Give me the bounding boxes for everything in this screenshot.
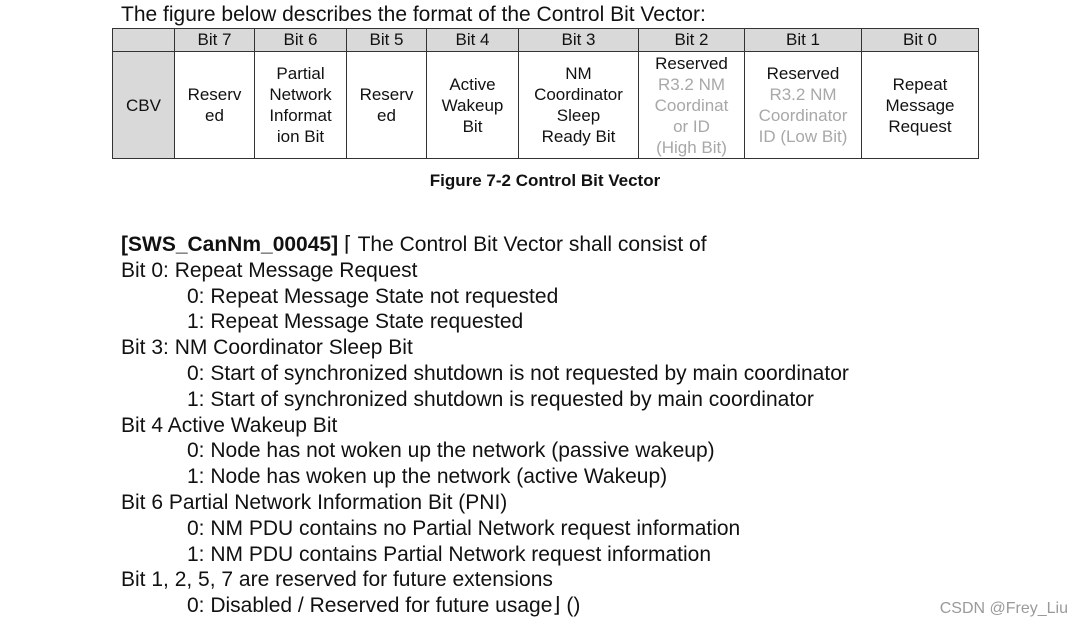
cell-bit-3 xyxy=(519,52,639,159)
requirement-value-line: 1: NM PDU contains Partial Network request information xyxy=(187,542,712,566)
header-bit-3: Bit 3 xyxy=(519,29,639,52)
table-row xyxy=(113,52,979,159)
cell-bit-1-legacy-text: R3.2 NM Coordinator ID (Low Bit) xyxy=(758,85,848,146)
header-bit-2: Bit 2 xyxy=(639,29,745,52)
header-bit-4: Bit 4 xyxy=(427,29,519,52)
requirement-bit-line: Bit 0: Repeat Message Request xyxy=(121,258,418,282)
requirement-id: [SWS_CanNm_00045] xyxy=(121,233,339,256)
cell-bit-6 xyxy=(255,52,347,159)
header-bit-6: Bit 6 xyxy=(255,29,347,52)
header-bit-0: Bit 0 xyxy=(862,29,979,52)
requirement-bit-line: Bit 3: NM Coordinator Sleep Bit xyxy=(121,336,413,360)
requirement-value-line: 0: Repeat Message State not requested xyxy=(187,284,559,308)
requirement-value-line: 1: Repeat Message State requested xyxy=(187,310,524,334)
cell-bit-6-text: Partial Network Informat ion Bit xyxy=(269,64,332,146)
requirement-value-line: 0: Disabled / Reserved for future usage⌋ () xyxy=(187,594,581,618)
cell-bit-4 xyxy=(427,52,519,159)
requirement-value-line: 1: Start of synchronized shutdown is requested by main coordinator xyxy=(187,387,814,411)
cell-bit-7-text: Reserv ed xyxy=(187,85,242,125)
intro-text: The figure below describes the format of the Control Bit Vector: xyxy=(121,3,706,26)
row-label-cbv: CBV xyxy=(113,52,175,159)
header-bit-5: Bit 5 xyxy=(347,29,427,52)
watermark-text: CSDN @Frey_Liu xyxy=(939,600,1068,617)
header-bit-7: Bit 7 xyxy=(175,29,255,52)
cell-bit-0-text: Repeat Message Request xyxy=(885,74,955,136)
requirement-block xyxy=(121,232,849,619)
requirement-bit-line: Bit 4 Active Wakeup Bit xyxy=(121,413,338,437)
control-bit-vector-table xyxy=(112,28,979,159)
table-header-row xyxy=(113,29,979,52)
requirement-lines xyxy=(121,258,849,619)
requirement-header xyxy=(121,232,849,258)
requirement-bit-line: Bit 6 Partial Network Information Bit (PNI) xyxy=(121,490,508,514)
requirement-value-line: 1: Node has woken up the network (active Wakeup) xyxy=(187,465,668,489)
cell-bit-2-legacy-text: R3.2 NM Coordinat or ID (High Bit) xyxy=(654,74,729,157)
cell-bit-2 xyxy=(639,52,745,159)
requirement-intro: ⌈ The Control Bit Vector shall consist of xyxy=(338,233,707,256)
requirement-value-line: 0: Node has not woken up the network (passive wakeup) xyxy=(187,439,715,463)
cell-bit-1-text: Reserved xyxy=(766,64,840,83)
cell-bit-5 xyxy=(347,52,427,159)
cell-bit-7 xyxy=(175,52,255,159)
requirement-value-line: 0: NM PDU contains no Partial Network request information xyxy=(187,516,741,540)
cell-bit-3-text: NM Coordinator Sleep Ready Bit xyxy=(534,64,623,146)
cell-bit-1 xyxy=(745,52,862,159)
cell-bit-4-text: Active Wakeup Bit xyxy=(441,74,504,136)
table-corner-cell xyxy=(113,29,175,52)
cell-bit-2-text: Reserved xyxy=(655,53,728,73)
header-bit-1: Bit 1 xyxy=(745,29,862,52)
cell-bit-5-text: Reserv ed xyxy=(359,85,414,125)
figure-caption: Figure 7-2 Control Bit Vector xyxy=(429,171,661,190)
requirement-value-line: 0: Start of synchronized shutdown is not requested by main coordinator xyxy=(187,361,849,385)
cell-bit-0 xyxy=(862,52,979,159)
requirement-bit-line: Bit 1, 2, 5, 7 are reserved for future extensions xyxy=(121,568,553,592)
